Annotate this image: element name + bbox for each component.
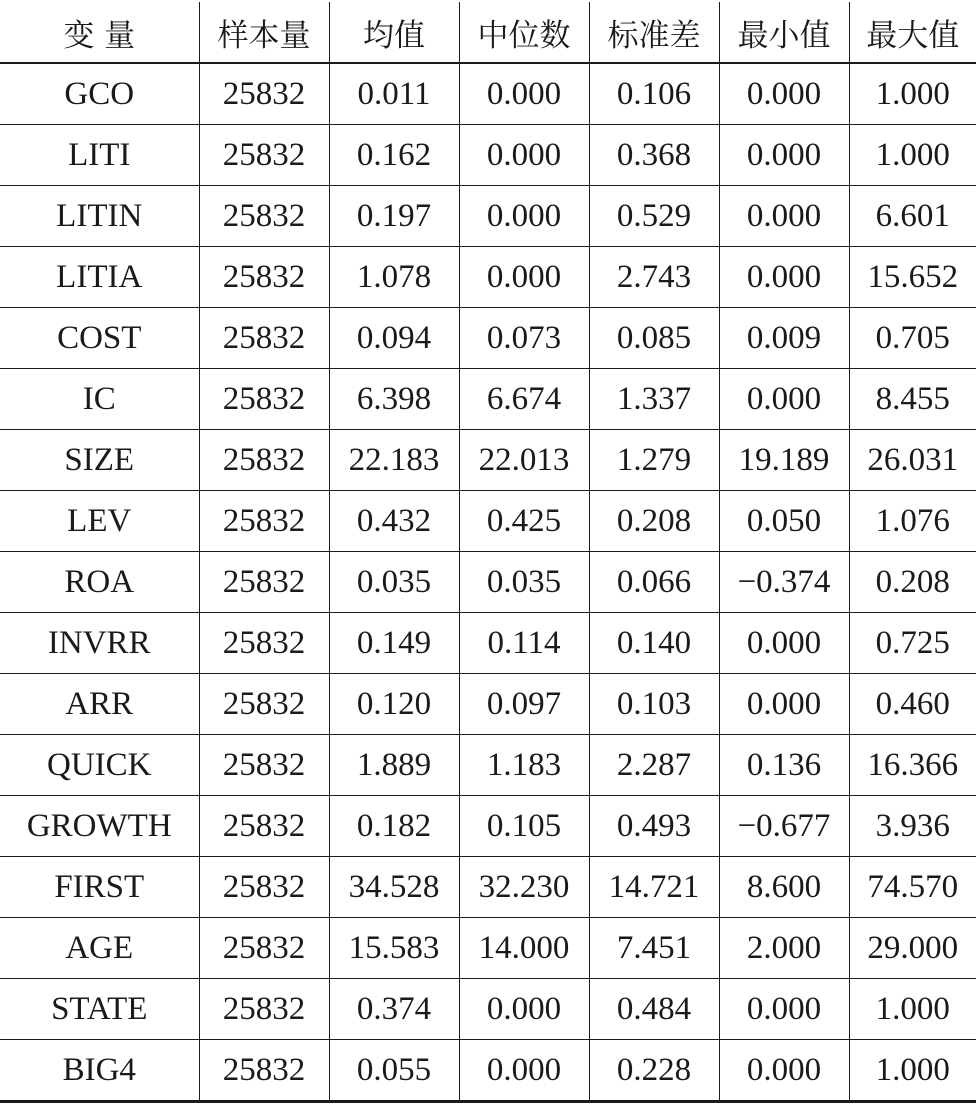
table-row [0,674,976,735]
cell-sample-size: 25832 [199,308,329,369]
cell-max: 1.000 [849,1040,976,1102]
cell-variable: INVRR [0,613,199,674]
cell-mean: 1.078 [329,247,459,308]
table-row [0,979,976,1040]
header-row [0,2,976,63]
header-sample-size: 样本量 [199,2,329,63]
cell-sample-size: 25832 [199,491,329,552]
cell-mean: 0.149 [329,613,459,674]
cell-min: 0.000 [719,125,849,186]
cell-median: 14.000 [459,918,589,979]
cell-mean: 1.889 [329,735,459,796]
cell-variable: AGE [0,918,199,979]
cell-sample-size: 25832 [199,674,329,735]
cell-sample-size: 25832 [199,796,329,857]
cell-mean: 0.035 [329,552,459,613]
cell-std-dev: 2.287 [589,735,719,796]
cell-variable: LITIA [0,247,199,308]
cell-max: 0.208 [849,552,976,613]
cell-max: 1.076 [849,491,976,552]
header-std-dev: 标准差 [589,2,719,63]
table-row [0,369,976,430]
cell-mean: 0.120 [329,674,459,735]
cell-sample-size: 25832 [199,613,329,674]
table-row [0,186,976,247]
cell-variable: BIG4 [0,1040,199,1102]
table-row [0,918,976,979]
table-row [0,247,976,308]
cell-std-dev: 0.106 [589,63,719,125]
cell-mean: 0.011 [329,63,459,125]
cell-sample-size: 25832 [199,125,329,186]
cell-sample-size: 25832 [199,430,329,491]
cell-sample-size: 25832 [199,369,329,430]
table-body [0,63,976,1102]
table-row [0,857,976,918]
cell-std-dev: 0.103 [589,674,719,735]
header-median: 中位数 [459,2,589,63]
cell-variable: ROA [0,552,199,613]
cell-variable: GROWTH [0,796,199,857]
cell-max: 74.570 [849,857,976,918]
cell-sample-size: 25832 [199,63,329,125]
cell-median: 0.000 [459,247,589,308]
table-row [0,430,976,491]
cell-mean: 22.183 [329,430,459,491]
cell-min: 0.000 [719,979,849,1040]
cell-median: 0.000 [459,125,589,186]
cell-sample-size: 25832 [199,1040,329,1102]
cell-variable: LEV [0,491,199,552]
cell-sample-size: 25832 [199,857,329,918]
cell-mean: 0.055 [329,1040,459,1102]
cell-min: −0.374 [719,552,849,613]
cell-std-dev: 14.721 [589,857,719,918]
cell-min: 0.000 [719,613,849,674]
cell-std-dev: 0.228 [589,1040,719,1102]
cell-max: 29.000 [849,918,976,979]
cell-max: 1.000 [849,63,976,125]
cell-median: 32.230 [459,857,589,918]
cell-mean: 0.432 [329,491,459,552]
cell-std-dev: 0.484 [589,979,719,1040]
header-mean: 均值 [329,2,459,63]
cell-std-dev: 1.279 [589,430,719,491]
table-row [0,552,976,613]
cell-mean: 0.374 [329,979,459,1040]
cell-min: −0.677 [719,796,849,857]
cell-min: 0.050 [719,491,849,552]
cell-std-dev: 0.368 [589,125,719,186]
cell-std-dev: 0.529 [589,186,719,247]
table-row [0,796,976,857]
cell-median: 1.183 [459,735,589,796]
cell-std-dev: 0.140 [589,613,719,674]
cell-std-dev: 2.743 [589,247,719,308]
cell-max: 1.000 [849,979,976,1040]
cell-variable: SIZE [0,430,199,491]
cell-std-dev: 0.066 [589,552,719,613]
cell-min: 0.000 [719,63,849,125]
cell-mean: 34.528 [329,857,459,918]
cell-max: 26.031 [849,430,976,491]
cell-median: 0.097 [459,674,589,735]
cell-min: 0.000 [719,369,849,430]
cell-max: 16.366 [849,735,976,796]
cell-variable: GCO [0,63,199,125]
header-min: 最小值 [719,2,849,63]
cell-median: 0.000 [459,186,589,247]
cell-min: 19.189 [719,430,849,491]
table-header [0,2,976,63]
cell-sample-size: 25832 [199,735,329,796]
cell-min: 0.000 [719,674,849,735]
cell-variable: LITI [0,125,199,186]
header-max: 最大值 [849,2,976,63]
cell-std-dev: 7.451 [589,918,719,979]
cell-variable: COST [0,308,199,369]
cell-sample-size: 25832 [199,552,329,613]
cell-std-dev: 0.208 [589,491,719,552]
cell-mean: 0.094 [329,308,459,369]
cell-max: 6.601 [849,186,976,247]
cell-mean: 0.182 [329,796,459,857]
cell-sample-size: 25832 [199,186,329,247]
cell-variable: STATE [0,979,199,1040]
cell-min: 0.000 [719,247,849,308]
table-row [0,735,976,796]
cell-median: 0.035 [459,552,589,613]
cell-min: 2.000 [719,918,849,979]
cell-median: 0.000 [459,979,589,1040]
cell-variable: QUICK [0,735,199,796]
cell-min: 0.009 [719,308,849,369]
cell-mean: 6.398 [329,369,459,430]
cell-std-dev: 0.085 [589,308,719,369]
cell-min: 0.136 [719,735,849,796]
cell-sample-size: 25832 [199,979,329,1040]
cell-max: 15.652 [849,247,976,308]
table-row [0,125,976,186]
cell-median: 0.073 [459,308,589,369]
cell-min: 8.600 [719,857,849,918]
cell-variable: LITIN [0,186,199,247]
cell-std-dev: 1.337 [589,369,719,430]
cell-mean: 0.197 [329,186,459,247]
cell-median: 0.000 [459,63,589,125]
table-row [0,613,976,674]
cell-max: 3.936 [849,796,976,857]
table-row [0,491,976,552]
cell-std-dev: 0.493 [589,796,719,857]
cell-min: 0.000 [719,1040,849,1102]
cell-mean: 15.583 [329,918,459,979]
cell-variable: FIRST [0,857,199,918]
cell-sample-size: 25832 [199,247,329,308]
cell-max: 0.460 [849,674,976,735]
cell-median: 0.000 [459,1040,589,1102]
cell-max: 8.455 [849,369,976,430]
cell-max: 0.705 [849,308,976,369]
cell-max: 1.000 [849,125,976,186]
table-row [0,63,976,125]
cell-median: 0.425 [459,491,589,552]
cell-min: 0.000 [719,186,849,247]
cell-max: 0.725 [849,613,976,674]
cell-median: 22.013 [459,430,589,491]
descriptive-statistics-table [0,2,976,1103]
cell-median: 6.674 [459,369,589,430]
cell-median: 0.114 [459,613,589,674]
cell-variable: IC [0,369,199,430]
cell-variable: ARR [0,674,199,735]
table-row [0,1040,976,1102]
table-row [0,308,976,369]
cell-mean: 0.162 [329,125,459,186]
cell-median: 0.105 [459,796,589,857]
header-variable: 变 量 [0,2,199,63]
cell-sample-size: 25832 [199,918,329,979]
